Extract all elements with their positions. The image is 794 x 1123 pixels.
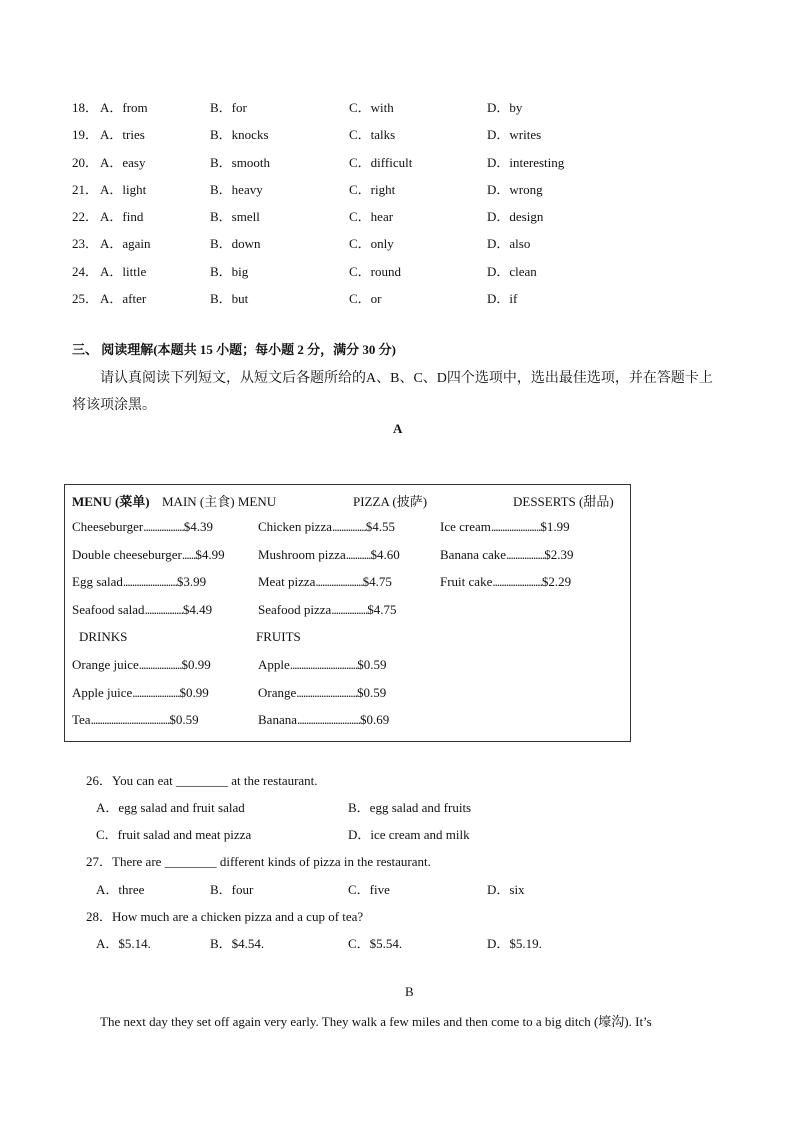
menu-item: Chicken pizza...............$4.55 — [258, 519, 395, 534]
instruction-line-2: 将该项涂黑。 — [72, 398, 156, 413]
menu-item: Banana cake.................$2.39 — [440, 547, 574, 562]
option-c: C．right — [349, 182, 396, 197]
option-d: D．$5.19. — [487, 936, 542, 951]
main-menu-header: MAIN (主食) MENU — [162, 494, 277, 509]
question-number: 25． — [72, 291, 99, 306]
option-a: A．egg salad and fruit salad — [96, 800, 245, 815]
question-number: 23． — [72, 236, 99, 251]
option-b: B．egg salad and fruits — [348, 800, 472, 815]
option-a: A．find — [100, 209, 144, 224]
menu-item: Cheeseburger..................$4.39 — [72, 519, 213, 534]
option-a: A．from — [100, 100, 148, 115]
option-d: D．writes — [487, 127, 542, 142]
menu-item: Fruit cake......................$2.29 — [440, 574, 572, 589]
option-c: C．with — [349, 100, 394, 115]
menu-item: Egg salad........................$3.99 — [72, 574, 207, 589]
menu-item: Orange juice...................$0.99 — [72, 657, 211, 672]
option-d: D．if — [487, 291, 518, 306]
question-number: 21． — [72, 182, 99, 197]
option-c: C．only — [349, 236, 394, 251]
menu-item: Banana............................$0.69 — [258, 712, 390, 727]
fruits-header: FRUITS — [256, 629, 301, 644]
option-a: A．little — [100, 264, 147, 279]
option-b: B．$4.54. — [210, 936, 265, 951]
option-a: A．light — [100, 182, 147, 197]
option-b: B．smooth — [210, 155, 270, 170]
option-a: A．three — [96, 882, 145, 897]
option-c: C．talks — [349, 127, 396, 142]
option-c: C．difficult — [349, 155, 413, 170]
option-b: B．heavy — [210, 182, 263, 197]
question-number: 24． — [72, 264, 99, 279]
option-c: C．hear — [349, 209, 394, 224]
option-d: D．ice cream and milk — [348, 827, 470, 842]
option-b: B．big — [210, 264, 249, 279]
option-a: A．after — [100, 291, 147, 306]
menu-item: Ice cream......................$1.99 — [440, 519, 570, 534]
option-c: C．or — [349, 291, 382, 306]
question-stem-28: 28．How much are a chicken pizza and a cup of tea? — [86, 909, 364, 924]
desserts-header: DESSERTS (甜品) — [513, 494, 614, 509]
option-b: B．knocks — [210, 127, 269, 142]
passage-b-label: B — [405, 984, 414, 999]
question-stem-27: 27．There are ________ different kinds of pizza in the restaurant. — [86, 854, 431, 869]
option-b: B．down — [210, 236, 261, 251]
question-number: 20． — [72, 155, 99, 170]
question-stem-26: 26．You can eat ________ at the restaurant. — [86, 773, 318, 788]
option-a: A．easy — [100, 155, 146, 170]
option-d: D．also — [487, 236, 531, 251]
question-number: 18． — [72, 100, 99, 115]
option-d: D．six — [487, 882, 525, 897]
option-c: C．$5.54. — [348, 936, 403, 951]
instruction-line-1: 请认真阅读下列短文，从短文后各题所给的A、B、C、D四个选项中，选出最佳选项，并在答题卡上 — [100, 371, 713, 386]
section-heading: 三、 阅读理解(本题共 15 小题；每小题 2 分，满分 30 分) — [72, 342, 396, 357]
menu-header: MENU (菜单) — [72, 494, 150, 509]
menu-item: Apple juice.....................$0.99 — [72, 685, 209, 700]
option-c: C．round — [349, 264, 402, 279]
menu-item: Mushroom pizza...........$4.60 — [258, 547, 400, 562]
option-d: D．design — [487, 209, 544, 224]
menu-item: Seafood pizza................$4.75 — [258, 602, 397, 617]
option-c: C．fruit salad and meat pizza — [96, 827, 252, 842]
question-number: 19． — [72, 127, 99, 142]
option-a: A．$5.14. — [96, 936, 151, 951]
drinks-header: DRINKS — [79, 629, 128, 644]
option-a: A．tries — [100, 127, 145, 142]
passage-a-label: A — [393, 421, 403, 436]
option-d: D．interesting — [487, 155, 565, 170]
option-b: B．smell — [210, 209, 260, 224]
option-b: B．but — [210, 291, 249, 306]
menu-item: Meat pizza.....................$4.75 — [258, 574, 392, 589]
option-b: B．for — [210, 100, 247, 115]
option-a: A．again — [100, 236, 151, 251]
option-d: D．wrong — [487, 182, 543, 197]
option-b: B．four — [210, 882, 254, 897]
option-d: D．clean — [487, 264, 537, 279]
passage-b-first-line: The next day they set off again very early. They walk a few miles and then come to a big ditch (壕沟). It’s — [100, 1014, 652, 1029]
question-number: 22． — [72, 209, 99, 224]
menu-item: Orange...........................$0.59 — [258, 685, 387, 700]
menu-item: Apple..............................$0.59 — [258, 657, 387, 672]
menu-item: Tea...................................$0.59 — [72, 712, 199, 727]
menu-item: Seafood salad.................$4.49 — [72, 602, 213, 617]
option-d: D．by — [487, 100, 523, 115]
menu-table — [64, 484, 631, 742]
option-c: C．five — [348, 882, 390, 897]
pizza-header: PIZZA (披萨) — [353, 494, 428, 509]
menu-item: Double cheeseburger......$4.99 — [72, 547, 225, 562]
